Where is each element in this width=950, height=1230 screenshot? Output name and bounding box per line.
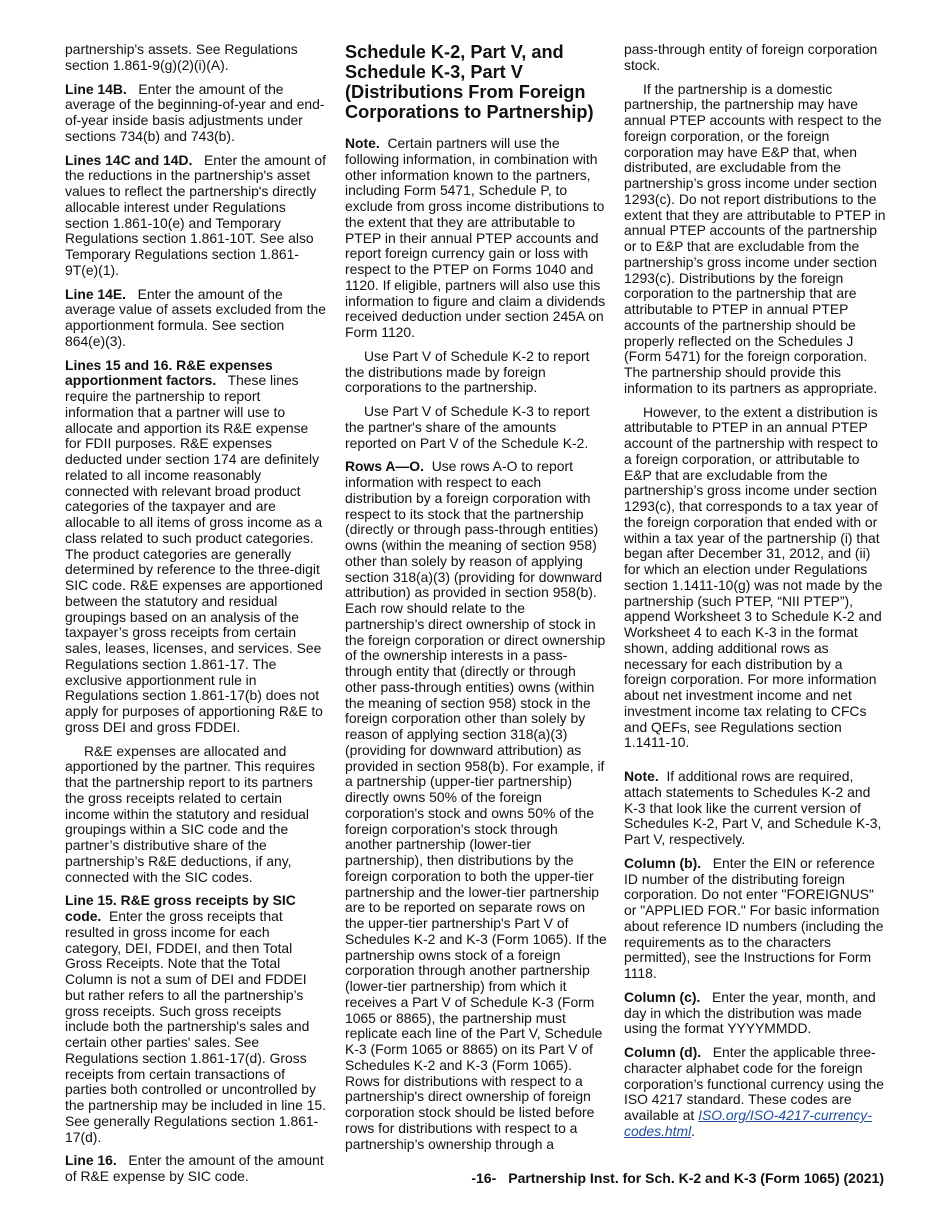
column-c-paragraph: Column (c). Enter the year, month, and day in which the distribution was made using the format YYYYMMDD.: [624, 988, 876, 1037]
paragraph: Use Part V of Schedule K-3 to report the partner's share of the amounts reported on Part V of the Schedule K-2.: [345, 403, 590, 451]
rows-a-o-paragraph: Rows A—O. Use rows A-O to report information with respect to each distribution by a foreign corporation with respect to its stock that the partnership (directly or through pass-through entities) owns (within the meaning of section 958) other than solely by reason of applying section 318(a)(3) (providing for downward attribution) as provided in section 958(b). Each row should relate to the partnership’s direct ownership of stock in the foreign corporation or direct ownership of the ownership interests in a pass-through entity that (directly or through other pass-through entities) owns (within the meaning of section 958) stock in the foreign corporation other than solely by reason of applying section 318(a)(3) (providing for downward attribution) as provided in section 958(b). For example, if a partnership (upper-tier partnership) directly owns 50% of the foreign corporation's stock and owns 50% of the foreign corporation's stock through another partnership (lower-tier partnership), then distributions by the foreign corporation to both the upper-tier partnership and the lower-tier partnership are to be reported on separate rows on the upper-tier partnership's Part V of Schedules K-2 and K-3 (Form 1065). If the partnership owns stock of a foreign corporation through another partnership (lower-tier partnership) from which it receives a Part V of Schedule K-3 (Form 1065 or 8865), the partnership must replicate each line of the Part V, Schedule K-3 (Form 1065 or 8865) on its Part V of Schedules K-2 and K-3 (Form 1065). Rows for distributions with respect to a partnership's direct ownership of foreign corporation stock should be listed before rows for distributions with respect to a partnership’s ownership through a: [345, 458, 607, 1152]
line-14b-lead: Line 14B.: [65, 80, 127, 97]
note-lead: Note.: [624, 768, 659, 784]
paragraph: If the partnership is a domestic partnership, the partnership may have annual PTEP accounts with respect to the foreign corporation, or the foreign corporation may have E&P that, when distributed, are excludable from the partnership’s gross income under section 1293(c). Do not report distributions to the extent that they are attributable to PTEP in annual PTEP accounts of the partnership or to E&P that are excludable from the partnership’s gross income under section 1293(c). Distributions by the foreign corporation to the partnership that are attributable to PTEP in annual PTEP accounts of the partnership should be properly reflected on the Schedules J (Form 5471) for the foreign corporation. The partnership should provide this information to its partners as appropriate.: [624, 80, 886, 396]
middle-column: [345, 42, 607, 1160]
line-15-lead: Line 15. R&E gross receipts by SIC code.: [65, 892, 296, 924]
paragraph: R&E expenses are allocated and apportioned by the partner. This requires that the partnership report to its partners the gross receipts related to certain income within the statutory and residual groupings within a SIC code and the partner’s distributive share of the partnership’s R&E deductions, if any, connected with the SIC codes.: [65, 742, 315, 885]
note-paragraph: Note. Certain partners will use the following information, in combination with other information known to the partners, including Form 5471, Schedule P, to exclude from gross income distributions to the extent that they are attributable to PTEP in their annual PTEP accounts and report foreign currency gain or loss with respect to the PTEP on Forms 1040 and 1120. If eligible, partners will also use this information to figure and claim a dividends received deduction under section 245A on Form 1120.: [345, 135, 606, 340]
left-column: [65, 42, 327, 1193]
column-c-lead: Column (c).: [624, 988, 701, 1005]
paragraph: However, to the extent a distribution is attributable to PTEP in an annual PTEP account of the partnership with respect to a foreign corporation, or attributable to E&P that are excludable from the partnership’s gross income under section 1293(c), that corresponds to a tax year of the foreign corporation that ended with or within a tax year of the partnership (i) that began after December 31, 2012, and (ii) for which an election under Regulations section 1.1411-10(g) was not made by the partnership (such PTEP, “NII PTEP”), append Worksheet 3 to Schedule K-2 and Worksheet 4 to each K-3 in the format shown, adding additional rows as necessary for each distribution by a foreign corporation. For more information about net investment income and net investment income tax relating to CFCs and QEFs, see Regulations section 1.1411-10.: [624, 403, 883, 751]
page-footer: [471, 1170, 884, 1186]
lines-15-16-lead: Lines 15 and 16. R&E expenses apportionment factors.: [65, 356, 273, 389]
line-16-paragraph: Line 16. Enter the amount of the amount of R&E expense by SIC code.: [65, 1152, 324, 1184]
section-heading: Schedule K-2, Part V, and Schedule K-3, Part V (Distributions From Foreign Corporations to Partnership): [345, 42, 594, 122]
line-14e-paragraph: Line 14E. Enter the amount of the average value of assets excluded from the apportionment formula. See section 864(e)(3).: [65, 285, 326, 349]
paragraph: pass-through entity of foreign corporation stock.: [624, 41, 878, 73]
column-d-paragraph: Column (d). Enter the applicable three-character alphabet code for the foreign corporation’s functional currency using the ISO 4217 standard. These codes are available at ISO.org/ISO-4217-currency-codes.html.: [624, 1044, 884, 1139]
note-lead: Note.: [345, 135, 380, 151]
lines-14c-14d-paragraph: Lines 14C and 14D. Enter the amount of the reductions in the partnership's asset values to reflect the partnership's directly allocable interest under Regulations section 1.861-10(e) and Temporary Regulations section 1.861-10T. See also Temporary Regulations section 1.861-9T(e)(1).: [65, 151, 326, 278]
lines-14c-14d-lead: Lines 14C and 14D.: [65, 151, 193, 168]
right-column: [624, 42, 886, 1148]
line-16-lead: Line 16.: [65, 1152, 117, 1169]
column-b-lead: Column (b).: [624, 854, 702, 871]
column-d-lead: Column (d).: [624, 1044, 702, 1060]
line-14e-lead: Line 14E.: [65, 285, 126, 302]
page-number: -16-: [471, 1170, 497, 1186]
note-paragraph: Note. If additional rows are required, attach statements to Schedules K-2 and K-3 that look like the current version of Schedules K-2, Part V, and Schedule K-3, Part V, respectively.: [624, 768, 882, 847]
column-b-paragraph: Column (b). Enter the EIN or reference ID number of the distributing foreign corporation. Do not enter "FOREIGNUS" or "APPLIED FOR." For basic information about reference ID numbers (including the requirements as to the characters permitted), see the Instructions for Form 1118.: [624, 854, 884, 981]
rows-a-o-lead: Rows A—O.: [345, 458, 424, 475]
footer-title: Partnership Inst. for Sch. K-2 and K-3 (Form 1065) (2021): [508, 1170, 884, 1186]
lines-15-16-paragraph: Lines 15 and 16. R&E expenses apportionment factors. These lines require the partnership to report information that a partner will use to allocate and apportion its R&E expense for FDII purposes. R&E expenses deducted under section 174 are definitely related to all income reasonably connected with relevant broad product categories of the taxpayer and are allocable to all items of gross income as a class related to such product categories. The product categories are generally determined by reference to the three-digit SIC code. R&E expenses are apportioned between the statutory and residual groupings based on an analysis of the taxpayer’s gross receipts from certain sales, leases, licenses, and services. See Regulations section 1.861-17. The exclusive apportionment rule in Regulations section 1.861-17(b) does not apply for purposes of apportioning R&E to gross DEI and gross FDDEI.: [65, 356, 323, 735]
paragraph: partnership's assets. See Regulations section 1.861-9(g)(2)(i)(A).: [65, 41, 298, 73]
paragraph: Use Part V of Schedule K-2 to report the distributions made by foreign corporations to the partnership.: [345, 347, 590, 396]
iso-currency-codes-link[interactable]: ISO.org/ISO-4217-currency-codes.html: [624, 1107, 872, 1139]
line-15-paragraph: Line 15. R&E gross receipts by SIC code. Enter the gross receipts that resulted in gross income for each category, DEI, FDDEI, and then Total Gross Receipts. Note that the Total Column is not a sum of DEI and FDDEI but rather refers to all the partnership’s gross receipts. Such gross receipts include both the partnership's sales and certain other parties' sales. See Regulations section 1.861-17(d). Gross receipts from certain transactions of parties both controlled or uncontrolled by the partnership may be included in line 15. See generally Regulations section 1.861-17(d).: [65, 892, 326, 1145]
line-14b-paragraph: Line 14B. Enter the amount of the average of the beginning-of-year and end-of-year inside basis adjustments under sections 734(b) and 743(b).: [65, 80, 325, 144]
